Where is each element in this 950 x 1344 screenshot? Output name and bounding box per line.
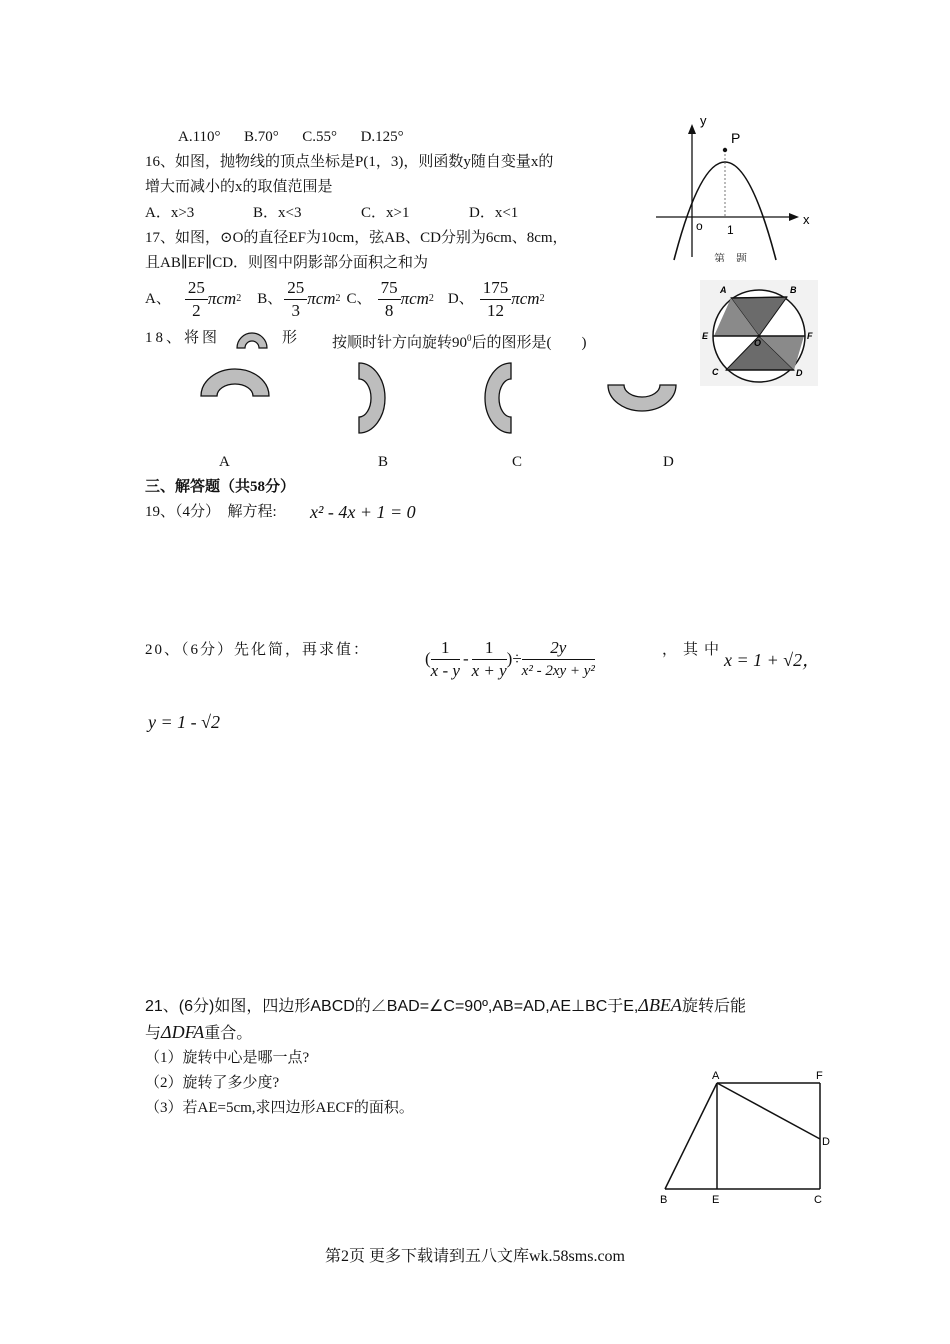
q17-option-b-fraction bbox=[284, 277, 307, 322]
graph-caption: 第 题 bbox=[714, 253, 747, 262]
q18-prefix: 18、将图 bbox=[145, 330, 221, 346]
label-b: B bbox=[660, 1194, 668, 1206]
q15-option-c: C.55° bbox=[302, 129, 338, 145]
q17-option-b-den: 3 bbox=[291, 300, 300, 320]
q20-x-value: x = 1 + √2， bbox=[724, 650, 821, 670]
q17-option-d-unit: πcm bbox=[511, 289, 540, 308]
q20-f1-num: 1 bbox=[431, 637, 460, 660]
original-arch-shape bbox=[237, 333, 267, 348]
q21-line1-end: 旋转后能 bbox=[681, 998, 746, 1015]
p-label: P bbox=[731, 130, 741, 146]
arch-right-shape bbox=[359, 363, 385, 433]
q17-option-c-prefix: C、 bbox=[346, 291, 372, 307]
paren-close-divide: )÷ bbox=[506, 649, 522, 668]
q20-expression bbox=[425, 634, 595, 684]
q16-line2: 增大而减小的x的取值范围是 bbox=[145, 179, 333, 195]
label-e: E bbox=[712, 1194, 720, 1206]
label-o: O bbox=[754, 338, 762, 348]
section-3-heading: 三、解答题（共58分） bbox=[145, 479, 296, 495]
q18-suffix bbox=[332, 328, 587, 353]
q17-option-d-num: 175 bbox=[480, 277, 512, 300]
parabola-graph bbox=[652, 112, 817, 262]
q17-option-d-prefix: D、 bbox=[447, 291, 474, 307]
q21-tri2: ΔDFA bbox=[161, 1022, 205, 1042]
q15-option-b: B.70° bbox=[244, 129, 279, 145]
q17-line2: 且AB∥EF∥CD．则图中阴影部分面积之和为 bbox=[145, 255, 429, 271]
q18-label-c: C bbox=[512, 454, 523, 470]
q17-option-d-den: 12 bbox=[487, 300, 504, 320]
q17-option-b-prefix: B、 bbox=[257, 291, 283, 307]
q18-suffix-text: 按顺时针方向旋转90 bbox=[332, 335, 468, 351]
q20-where: ，其中 bbox=[662, 642, 726, 658]
q17-option-d-exp: 2 bbox=[539, 293, 545, 304]
segment-ad bbox=[717, 1083, 820, 1139]
label-d: D bbox=[796, 368, 803, 378]
label-c: C bbox=[712, 367, 719, 377]
q17-option-c-unit: πcm bbox=[400, 289, 429, 308]
segment-ab bbox=[665, 1083, 717, 1189]
q17-option-b-unit: πcm bbox=[307, 289, 336, 308]
q18-label-a: A bbox=[219, 454, 230, 470]
quadrilateral-figure bbox=[655, 1065, 840, 1210]
q17-option-c-exp: 2 bbox=[428, 293, 434, 304]
q17-option-a-prefix: A、 bbox=[145, 291, 171, 307]
q21-line1 bbox=[145, 994, 746, 1018]
q20-f3-num: 2y bbox=[522, 637, 595, 660]
q18-label-d: D bbox=[663, 454, 674, 470]
q21-sub1: （1）旋转中心是哪一点? bbox=[145, 1050, 310, 1066]
q17-option-c-num: 75 bbox=[378, 277, 401, 300]
q18-option-a-shape bbox=[198, 366, 272, 400]
q16-option-b: B．x<3 bbox=[253, 205, 302, 221]
q15-option-a: A.110° bbox=[178, 129, 221, 145]
q21-sub2: （2）旋转了多少度? bbox=[145, 1075, 280, 1091]
q18-label-b: B bbox=[378, 454, 389, 470]
q17-option-a-fraction bbox=[185, 277, 208, 322]
q20-fraction-1 bbox=[431, 637, 460, 682]
label-f: F bbox=[807, 331, 813, 341]
q15-option-d: D.125° bbox=[360, 129, 404, 145]
q17-options bbox=[145, 274, 545, 324]
q19-equation: x² - 4x + 1 = 0 bbox=[310, 502, 416, 522]
label-c: C bbox=[814, 1194, 822, 1206]
q17-line1: 17、如图，⊙O的直径EF为10cm，弦AB、CD分别为6cm、8cm， bbox=[145, 230, 568, 246]
q21-line2-start: 与 bbox=[145, 1025, 162, 1042]
arch-left-shape bbox=[485, 363, 511, 433]
chord-ab bbox=[731, 297, 787, 298]
q17-option-b-num: 25 bbox=[284, 277, 307, 300]
q15-options bbox=[178, 127, 404, 147]
q18-option-c-shape bbox=[484, 360, 514, 436]
y-axis-arrow-icon bbox=[688, 124, 696, 134]
q21-line2-end: 重合。 bbox=[204, 1025, 253, 1042]
q20-y-value: y = 1 - √2 bbox=[148, 712, 221, 732]
q17-option-c-den: 8 bbox=[384, 300, 394, 320]
q20-label: 20、（6分）先化简，再求值： bbox=[145, 642, 371, 658]
q17-option-a-num: 25 bbox=[185, 277, 208, 300]
label-a: A bbox=[720, 285, 727, 295]
q20-f2-den: x + y bbox=[471, 660, 507, 680]
q18-degree: 0 bbox=[467, 333, 472, 343]
q17-option-a-unit: πcm bbox=[207, 289, 237, 308]
circle-figure bbox=[700, 280, 818, 386]
q16-option-d: D．x<1 bbox=[469, 205, 519, 221]
q17-option-a-den: 2 bbox=[192, 300, 201, 320]
q18-option-b-shape bbox=[356, 360, 386, 436]
vertex-point bbox=[723, 148, 727, 152]
q20-fraction-2 bbox=[472, 637, 507, 682]
x-label: x bbox=[803, 212, 810, 227]
x-axis-arrow-icon bbox=[789, 213, 799, 221]
q20-f1-den: x - y bbox=[430, 660, 460, 680]
q18-option-d-shape bbox=[605, 381, 679, 413]
q17-option-a-exp: 2 bbox=[236, 293, 242, 304]
q18-middle: 形 bbox=[282, 330, 298, 346]
minus-sign: - bbox=[462, 649, 469, 668]
paren-open: ( bbox=[425, 649, 431, 668]
q16-option-c: C．x>1 bbox=[361, 205, 410, 221]
q21-tri1: ΔBEA bbox=[638, 995, 682, 1015]
label-d: D bbox=[822, 1136, 830, 1148]
q16-line1: 16、如图，抛物线的顶点坐标是P(1，3)，则函数y随自变量x的 bbox=[145, 154, 554, 170]
q16-option-a: A．x>3 bbox=[145, 205, 195, 221]
q21-line2 bbox=[145, 1021, 252, 1045]
q17-option-c-fraction bbox=[378, 277, 401, 322]
label-a: A bbox=[712, 1070, 720, 1082]
q19-label: 19、（4分） 解方程: bbox=[145, 504, 277, 520]
y-label: y bbox=[700, 113, 707, 128]
label-b: B bbox=[790, 285, 797, 295]
arch-up-shape bbox=[201, 369, 269, 396]
q21-line1-text: 21、(6分)如图，四边形ABCD的∠BAD=∠C=90º,AB=AD,AE⊥BC于E, bbox=[145, 998, 639, 1015]
q21-sub3: （3）若AE=5cm,求四边形AECF的面积。 bbox=[145, 1100, 414, 1116]
label-f: F bbox=[816, 1070, 823, 1082]
q20-f2-num: 1 bbox=[472, 637, 507, 660]
q16-options bbox=[145, 203, 518, 223]
q18-suffix-text-2: 后的图形是( ) bbox=[471, 335, 587, 351]
q20-fraction-3 bbox=[522, 637, 595, 682]
arch-down-shape bbox=[608, 385, 676, 411]
q20-f3-den: x² - 2xy + y² bbox=[521, 662, 595, 679]
q17-option-b-exp: 2 bbox=[335, 293, 341, 304]
page-footer: 第2页 更多下载请到五八文库wk.58sms.com bbox=[324, 1248, 625, 1265]
label-e: E bbox=[702, 331, 709, 341]
q17-option-d-fraction bbox=[480, 277, 512, 322]
origin-label: o bbox=[696, 219, 703, 233]
tick-1-label: 1 bbox=[727, 223, 734, 237]
q18-original-shape bbox=[235, 330, 269, 350]
